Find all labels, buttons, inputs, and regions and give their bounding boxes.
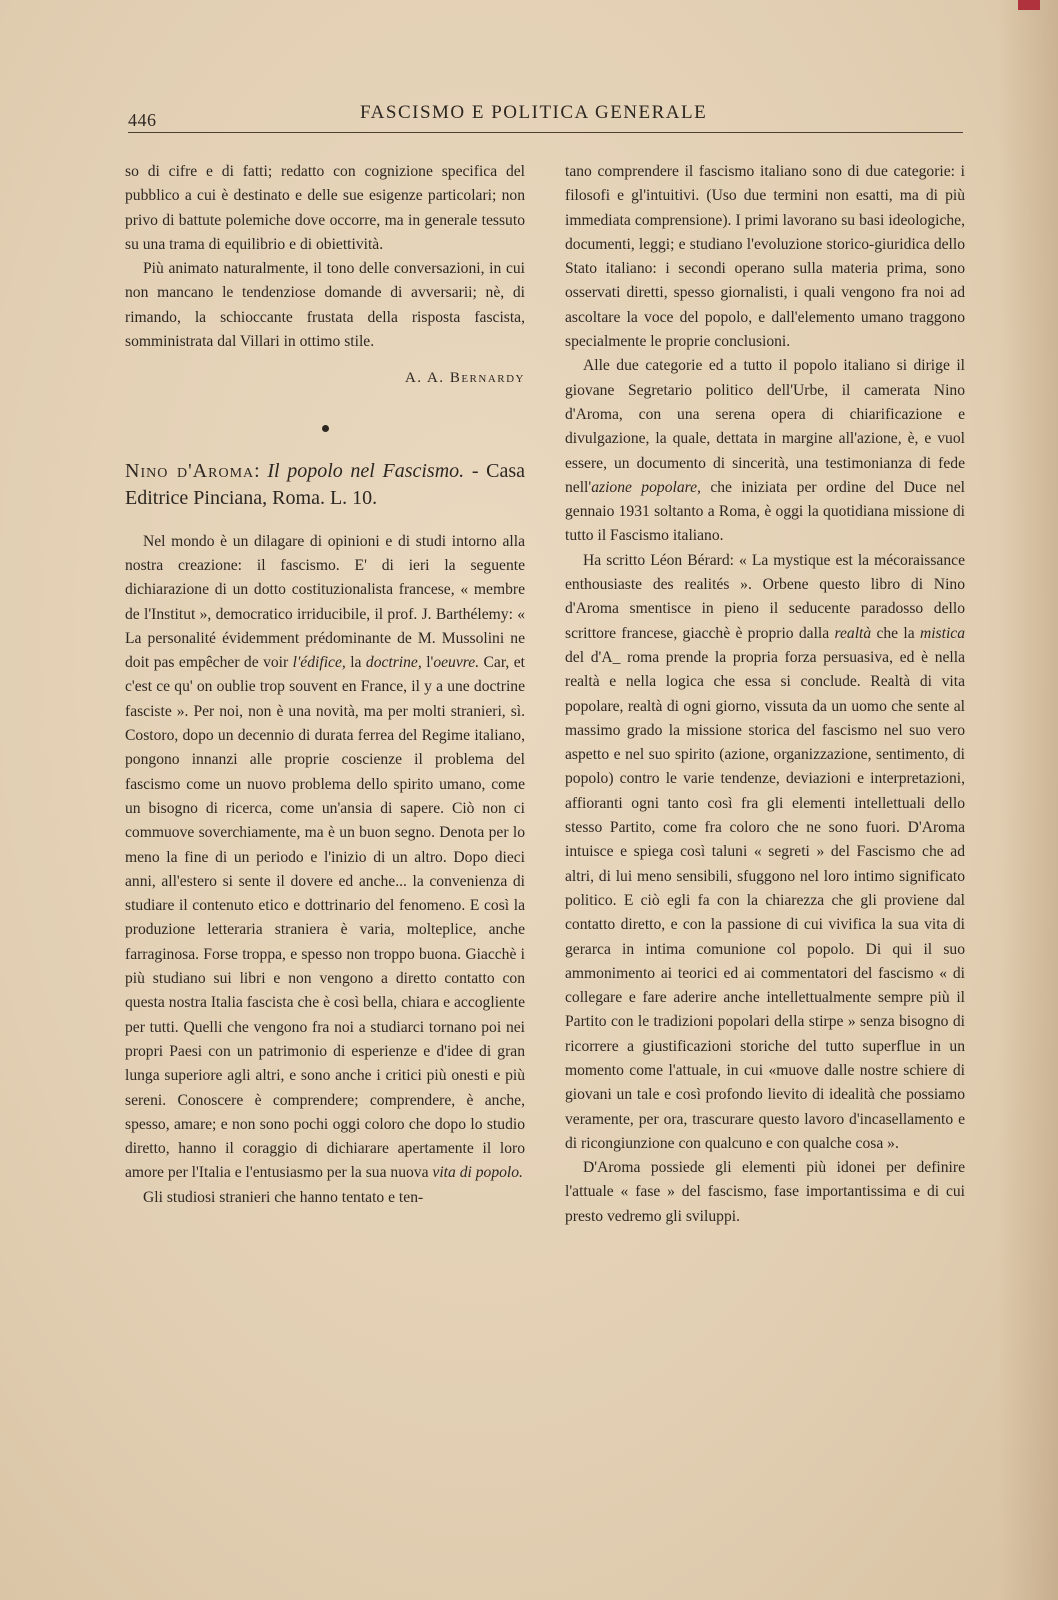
paragraph: Più animato naturalmente, il tono delle conversazioni, in cui non mancano le tendenziose domande di avversarii; nè, di rimando, la schioccante frustata della risposta fascista, somministrata dal Villari in ottimo stile. xyxy=(125,260,525,351)
running-head: FASCISMO E POLITICA GENERALE xyxy=(360,102,708,123)
page-number: 446 xyxy=(128,110,157,130)
paragraph: Nel mondo è un dilagare di opinioni e di studi intorno alla nostra creazione: il fascismo. E' di ieri la seguente dichiarazione di un dotto costituzionalista francese, « membre de l'Institut », democratico irriducibile, il prof. J. Barthélemy: « La personalité évidemment prédominante de M. Mussolini ne doit pas empêcher de voir l'édifice, la doctrine, l'oeuvre. Car, et c'est ce qu' on oublie trop souvent en France, il y a une doctrine fasciste ». Per noi, non è una novità, ma per molti stranieri, sì. Costoro, dopo un decennio di durata ferrea del Regime italiano, pongono innanzi alle proprie coscienze il problema del fascismo come un nuovo problema dello spirito umano, come un bisogno di ricerca, come un'ansia di sapere. Ciò non ci commuove soverchiamente, ma è un buon segno. Denota per lo meno la fine di un periodo e l'inizio di un altro. Dopo dieci anni, all'estero si sente il dovere ed anche... la convenienza di studiare il contenuto etico e dottrinario del fenomeno. E così la produzione letteraria straniera è varia, molteplice, anche farraginosa. Forse troppa, e spesso non troppo buona. Giacchè i più studiano sui libri e non vengono a diretto contatto con questa nostra Italia fascista che è così bella, chiara e accogliente per tutti. Quelli che vengono fra noi a studiarci tornano poi nei propri Paesi con un patrimonio di esperienze e d'idee di gran lunga superiore agli altri, e sono anche i critici più onesti e più sereni. Conoscere è comprendere; comprendere, è anche, spesso, amare; e non sono pochi oggi coloro che dopo lo studio diretto, hanno il coraggio di dichiarare apertamente il loro amore per l'Italia e l'entusiasmo per la sua nuova vita di popolo. xyxy=(125,532,525,1182)
signature-name: Bernardy xyxy=(449,370,525,387)
page-header xyxy=(128,100,963,140)
page-edge-shadow xyxy=(998,0,1058,1600)
left-column xyxy=(125,160,525,1210)
paragraph: tano comprendere il fascismo italiano sono di due categorie: i filosofi e gl'intuitivi. (Uso due termini non esatti, ma di più immediata comprensione). I primi lavorano su basi ideologiche, documenti, leggi; e studiano l'evoluzione storico-giuridica dello Stato italiano: i secondi operano sulla materia prima, sono osservati diretti, spesso giornalisti, i quali vengono fra noi ad ascoltare la voce del popolo, e dall'elemento umano traggono specialmente le proprie conclusioni. xyxy=(565,163,965,351)
signature-initials: A. A. xyxy=(404,370,445,387)
red-corner-mark xyxy=(1018,0,1040,10)
header-rule xyxy=(128,132,963,133)
right-column xyxy=(565,160,965,1229)
book-reference: Nino d'Aroma: Il popolo nel Fascismo. - Casa Editrice Pinciana, Roma. L. 10. xyxy=(125,459,525,509)
section-separator-dot xyxy=(322,425,329,432)
book-title: Il popolo nel Fascismo. xyxy=(267,459,465,482)
book-publisher: - Casa Editrice Pinciana, Roma. L. 10. xyxy=(125,459,525,509)
paragraph: D'Aroma possiede gli elementi più idonei per definire l'attuale « fase » del fascismo, fase importantissima e di cui presto vedremo gli sviluppi. xyxy=(565,1159,965,1225)
paragraph: Gli studiosi stranieri che hanno tentato e ten- xyxy=(143,1188,424,1206)
book-author: Nino d'Aroma xyxy=(125,459,255,482)
paragraph: so di cifre e di fatti; redatto con cognizione specifica del pubblico a cui è destinato e delle sue esigenze particolari; non privo di battute polemiche dove occorre, ma in generale tessuto su una trama di equilibrio e di obiettività. xyxy=(125,163,525,253)
paragraph: Ha scritto Léon Bérard: « La mystique est la mécoraissance enthousiaste des realités ». Orbene questo libro di Nino d'Aroma smentisce in pieno il seducente paradosso dello scrittore francese, giacchè è proprio dalla realtà che la mistica del d'A_ roma prende la propria forza persuasiva, ed è nella realtà e nella logica che essa si conclude. Realtà di vita popolare, realtà di ogni giorno, vissuta da un uomo che sente al massimo grado la missione storica del fascismo nel suo vero aspetto e nel suo spirito (azione, organizzazione, sentimento, di popolo) contro le varie tendenze, deviazioni e interpretazioni, affioranti ogni tanto così fra gli elementi intellettuali dello stesso Partito, come fra coloro che ne sono fuori. D'Aroma intuisce e spiega così taluni « segreti » del Fascismo che ad altri, di lui meno sensibili, sfuggono nel loro intimo significato politico. E ciò egli fa con la chiarezza che gli proviene dal contatto diretto, e con la passione di cui vivifica la sua vita di gerarca in intima comunione col popolo. Di qui il suo ammonimento ai teorici ed ai commentatori del fascismo « di collegare e fare aderire anche intellettualmente sempre più il Partito con le tradizioni popolari della stirpe » senza bisogno di ricorrere a giustificazioni storiche del tutto superflue in un momento come l'attuale, in cui «muove dalle nostre schiere di giovani un tale e così profondo lievito di idealità che possiamo veramente, per ora, trascurare questo lavoro d'incasellamento e di ricongiunzione con qualcuno e con qualche cosa ». xyxy=(565,551,965,1152)
review-signature xyxy=(125,366,525,390)
paragraph: Alle due categorie ed a tutto il popolo italiano si dirige il giovane Segretario politico dell'Urbe, il camerata Nino d'Aroma, con una serena opera di chiarificazione e divulgazione, la quale, dettata in margine all'azione, è, e vuol essere, un documento di sincerità, una testimonianza di fede nell'azione popolare, che iniziata per ordine del Duce nel gennaio 1931 soltanto a Roma, è oggi la quotidiana missione di tutto il Fascismo italiano. xyxy=(565,357,965,545)
